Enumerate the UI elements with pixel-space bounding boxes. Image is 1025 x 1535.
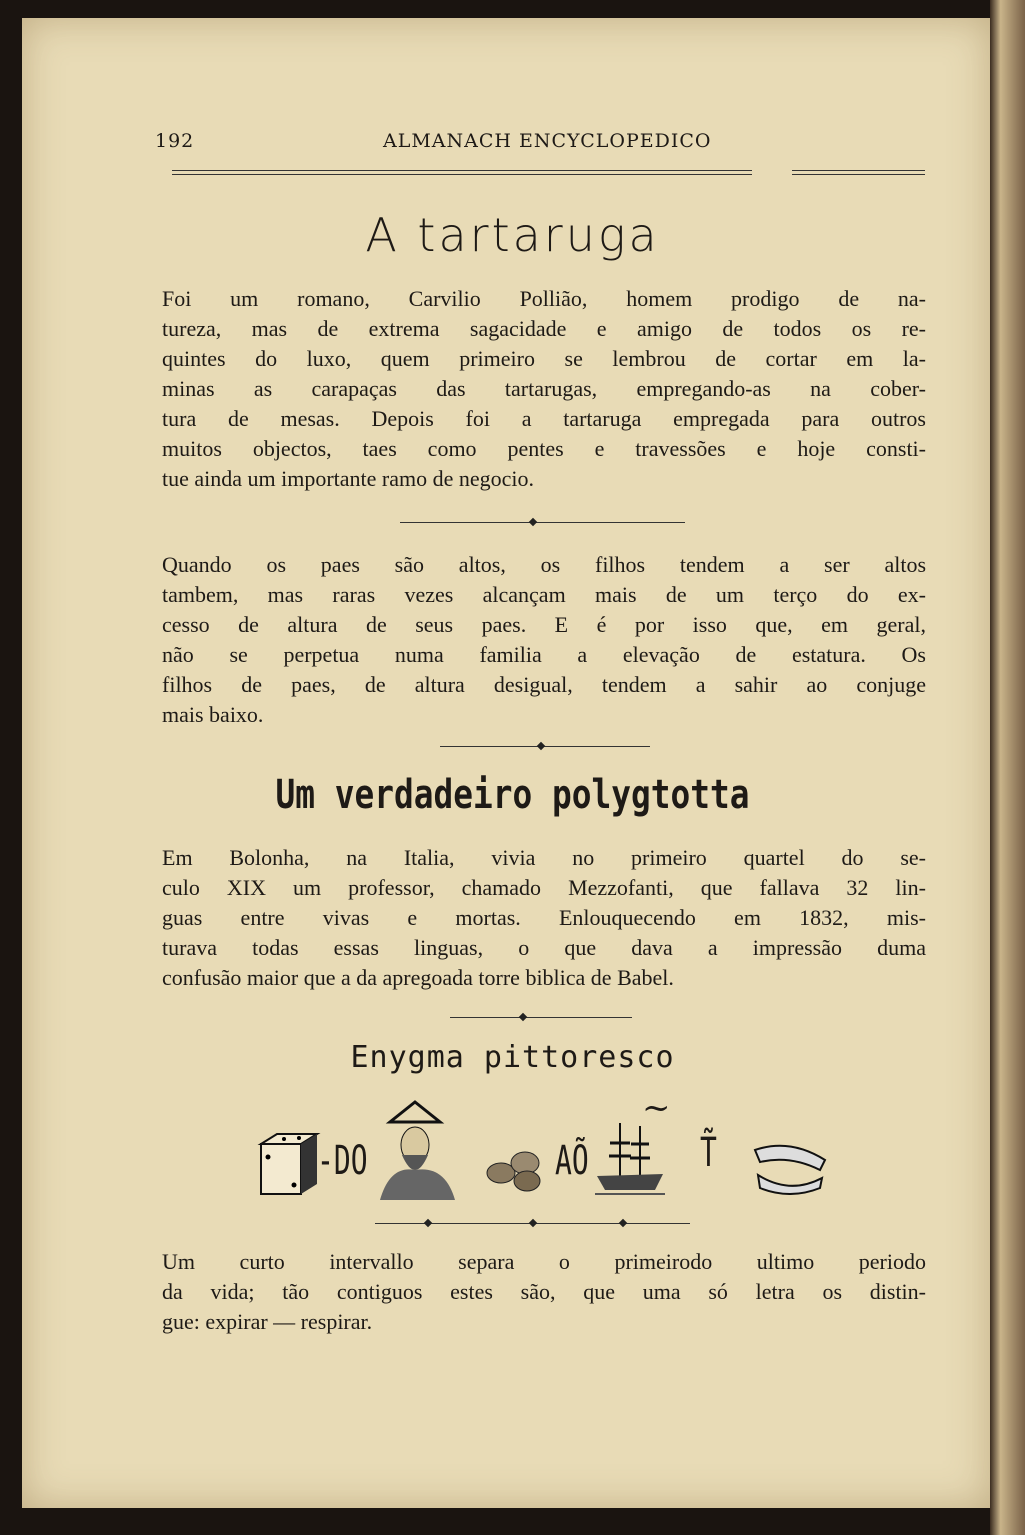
ornament-divider	[450, 1017, 632, 1018]
text-line: mais baixo.	[162, 702, 264, 727]
text-line: filhos de paes, de altura desigual, tendem a sahir ao conjuge	[162, 672, 926, 697]
running-title: ALMANACH ENCYCLOPEDICO	[383, 130, 712, 152]
text-line: cesso de altura de seus paes. E é por isso que, em geral,	[162, 612, 926, 637]
text-line: Em Bolonha, na Italia, vivia no primeiro quartel do se-	[162, 845, 926, 870]
ornament-divider	[400, 522, 685, 523]
rebus-text-do: -DO	[317, 1138, 368, 1184]
text-line: guas entre vivas e mortas. Enlouquecendo em 1832, mis-	[162, 905, 926, 930]
rebus-tilde: ~	[642, 1088, 671, 1128]
text-line: tura de mesas. Depois foi a tartaruga empregada para outros	[162, 406, 926, 431]
rebus-picture	[255, 1088, 835, 1210]
text-line: tue ainda um importante ramo de negocio.	[162, 466, 535, 491]
header-rule	[792, 170, 925, 175]
text-line: minas as carapaças das tartarugas, empregando-as na cober-	[162, 376, 926, 401]
rebus-text-ao: AÕ	[555, 1138, 589, 1184]
rebus-text-t: T̃	[700, 1130, 717, 1176]
walnuts-icon	[485, 1145, 555, 1195]
text-line: culo XIX um professor, chamado Mezzofanti, que fallava 32 lin-	[162, 875, 926, 900]
text-line: turava todas essas linguas, o que dava a impressão duma	[162, 935, 926, 960]
article-title: A tartaruga	[365, 208, 660, 262]
text-line: tambem, mas raras vezes alcançam mais de um terço do ex-	[162, 582, 926, 607]
sailing-ship-icon	[595, 1118, 665, 1198]
page-number: 192	[155, 130, 195, 152]
text-line: gue: expirar — respirar.	[162, 1309, 373, 1334]
text-line: muitos objectos, taes como pentes e travessões e hoje consti-	[162, 436, 926, 461]
text-line: Quando os paes são altos, os filhos tendem a ser altos	[162, 552, 926, 577]
article-title: Enygma pittoresco	[350, 1040, 675, 1075]
text-line: da vida; tão contiguos estes são, que uma só letra os distin-	[162, 1279, 926, 1304]
text-line: quintes do luxo, quem primeiro se lembrou de cortar em la-	[162, 346, 926, 371]
article-title: Um verdadeiro polygtotta	[275, 772, 750, 818]
text-line: confusão maior que a da apregoada torre biblica de Babel.	[162, 965, 674, 990]
dentures-icon	[750, 1140, 830, 1195]
text-line: não se perpetua numa familia a elevação de estatura. Os	[162, 642, 926, 667]
header-rule	[172, 170, 752, 175]
text-line: Foi um romano, Carvilio Pollião, homem prodigo de na-	[162, 286, 926, 311]
text-line: tureza, mas de extrema sagacidade e amigo de todos os re-	[162, 316, 926, 341]
bearded-saint-icon	[370, 1100, 465, 1200]
text-line: Um curto intervallo separa o primeirodo ultimo periodo	[162, 1249, 926, 1274]
